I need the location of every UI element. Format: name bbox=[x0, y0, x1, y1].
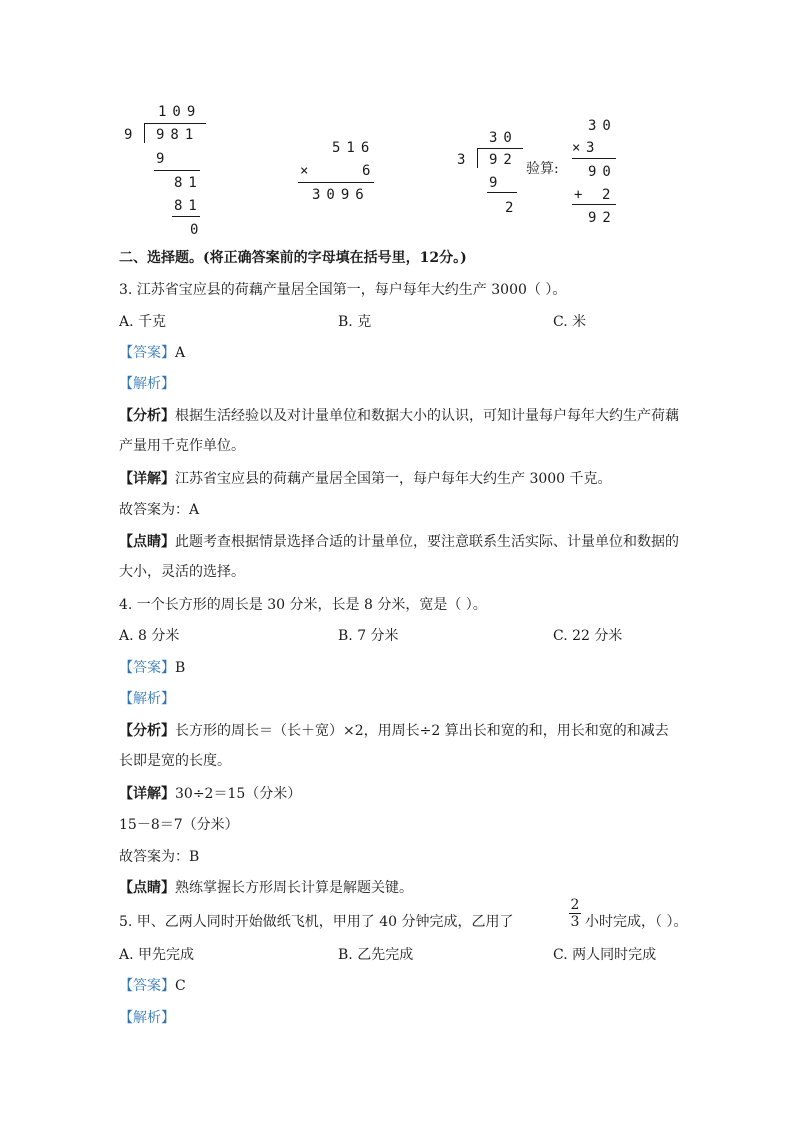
answer-value: C bbox=[175, 978, 186, 994]
q3-stem: 3. 江苏省宝应县的荷藕产量居全国第一，每户每年大约生产 3000（ ）。 bbox=[119, 282, 567, 298]
q4-option-c: C. 22 分米 bbox=[553, 628, 623, 644]
check-addend: 2 bbox=[602, 187, 617, 203]
check-label: 验算: bbox=[526, 161, 559, 177]
q5-stem-before: 5. 甲、乙两人同时开始做纸飞机，甲用了 40 分钟完成，乙用了 bbox=[119, 914, 514, 930]
check-product: 90 bbox=[588, 164, 617, 180]
q4-xiangjie-cont: 15－8＝7（分米） bbox=[119, 817, 239, 833]
answer-value: A bbox=[175, 345, 186, 361]
q3-analysis-tag: 【解析】 bbox=[119, 376, 175, 392]
divisor: 3 bbox=[457, 152, 472, 168]
q4-answer bbox=[119, 659, 185, 677]
q4-option-a: A. 8 分米 bbox=[119, 628, 180, 644]
check-result: 92 bbox=[588, 210, 617, 226]
times-sign: × bbox=[300, 163, 315, 179]
q4-fenxi bbox=[119, 722, 669, 740]
remainder: 0 bbox=[190, 222, 205, 238]
xiangjie-text: 江苏省宝应县的荷藕产量居全国第一，每户每年大约生产 3000 千克。 bbox=[175, 471, 612, 487]
q3-dianjing bbox=[119, 533, 679, 551]
fenxi-tag: 【分析】 bbox=[119, 408, 175, 424]
q3-option-c: C. 米 bbox=[553, 314, 587, 330]
q5-stem-after: 小时完成，（ ）。 bbox=[585, 914, 688, 930]
answer-tag: 【答案】 bbox=[119, 660, 175, 676]
step-subtract-1: 9 bbox=[156, 151, 171, 167]
xiangjie-text: 30÷2＝15（分米） bbox=[175, 786, 302, 802]
xiangjie-tag: 【详解】 bbox=[119, 786, 175, 802]
division-bar bbox=[477, 148, 523, 149]
step-bring-down: 81 bbox=[174, 175, 203, 191]
fraction-numerator: 2 bbox=[570, 897, 580, 913]
divisor: 9 bbox=[124, 127, 139, 143]
fenxi-text: 根据生活经验以及对计量单位和数据大小的认识，可知计量每户每年大约生产荷藕 bbox=[175, 408, 679, 424]
long-division-92-by-3 bbox=[455, 128, 530, 218]
q5-option-a: A. 甲先完成 bbox=[119, 947, 195, 963]
dianjing-text: 此题考查根据情景选择合适的计量单位，要注意联系生活实际、计量单位和数据的 bbox=[175, 534, 679, 550]
step-subtract-2: 81 bbox=[174, 198, 203, 214]
q4-xiangjie bbox=[119, 785, 301, 803]
step-line-2 bbox=[172, 216, 200, 217]
q5-fraction bbox=[569, 898, 581, 929]
q3-dianjing-cont: 大小，灵活的选择。 bbox=[119, 564, 245, 580]
q4-analysis-tag: 【解析】 bbox=[119, 691, 175, 707]
q5-option-c: C. 两人同时完成 bbox=[553, 947, 657, 963]
quotient: 109 bbox=[158, 104, 202, 120]
answer-tag: 【答案】 bbox=[119, 345, 175, 361]
q3-option-a: A. 千克 bbox=[119, 314, 167, 330]
multiplication-516-by-6 bbox=[296, 138, 386, 208]
dividend: 92 bbox=[489, 152, 518, 168]
q3-xiangjie bbox=[119, 470, 612, 488]
q4-stem: 4. 一个长方形的周长是 30 分米，长是 8 分米，宽是（ ）。 bbox=[119, 597, 487, 613]
dianjing-text: 熟练掌握长方形周长计算是解题关键。 bbox=[175, 880, 413, 896]
division-bracket bbox=[477, 148, 478, 168]
q5-analysis-tag: 【解析】 bbox=[119, 1010, 175, 1026]
dividend: 981 bbox=[156, 127, 200, 143]
multiplier: 6 bbox=[362, 163, 377, 179]
fenxi-tag: 【分析】 bbox=[119, 723, 175, 739]
fenxi-text: 长方形的周长＝（长＋宽）×2，用周长÷2 算出长和宽的和，用长和宽的和减去 bbox=[175, 723, 669, 739]
product: 3096 bbox=[312, 187, 370, 203]
step-line bbox=[487, 192, 517, 193]
q5-answer bbox=[119, 977, 186, 995]
dianjing-tag: 【点睛】 bbox=[119, 534, 175, 550]
fraction-denominator: 3 bbox=[570, 914, 580, 930]
check-line-2 bbox=[572, 204, 616, 205]
q3-conclusion: 故答案为：A bbox=[119, 502, 200, 518]
step-subtract: 9 bbox=[489, 175, 504, 191]
q3-fenxi bbox=[119, 407, 679, 425]
quotient: 30 bbox=[489, 130, 518, 146]
check-plus-sign: + bbox=[574, 187, 589, 203]
q3-fenxi-cont: 产量用千克作单位。 bbox=[119, 438, 245, 454]
q4-conclusion: 故答案为：B bbox=[119, 849, 200, 865]
step-line-1 bbox=[154, 170, 200, 171]
q3-option-b: B. 克 bbox=[338, 314, 372, 330]
dianjing-tag: 【点睛】 bbox=[119, 880, 175, 896]
product-line bbox=[298, 182, 374, 183]
check-line-1 bbox=[572, 158, 616, 159]
division-bracket bbox=[144, 123, 145, 143]
division-bar bbox=[144, 123, 206, 124]
q4-dianjing bbox=[119, 879, 413, 897]
check-calculation bbox=[570, 116, 620, 228]
section-title: 二、选择题。(将正确答案前的字母填在括号里，12分。) bbox=[119, 250, 467, 266]
q3-answer bbox=[119, 344, 185, 362]
long-division-981-by-9 bbox=[118, 104, 208, 240]
multiplicand: 516 bbox=[332, 140, 376, 156]
check-multiplier: 3 bbox=[586, 140, 601, 156]
q4-fenxi-cont: 长即是宽的长度。 bbox=[119, 753, 231, 769]
remainder: 2 bbox=[505, 200, 520, 216]
answer-value: B bbox=[175, 660, 186, 676]
check-multiplicand: 30 bbox=[588, 118, 617, 134]
check-times-sign: × bbox=[572, 140, 587, 156]
q4-option-b: B. 7 分米 bbox=[338, 628, 399, 644]
q5-stem bbox=[119, 913, 514, 931]
q5-option-b: B. 乙先完成 bbox=[338, 947, 414, 963]
answer-tag: 【答案】 bbox=[119, 978, 175, 994]
xiangjie-tag: 【详解】 bbox=[119, 471, 175, 487]
